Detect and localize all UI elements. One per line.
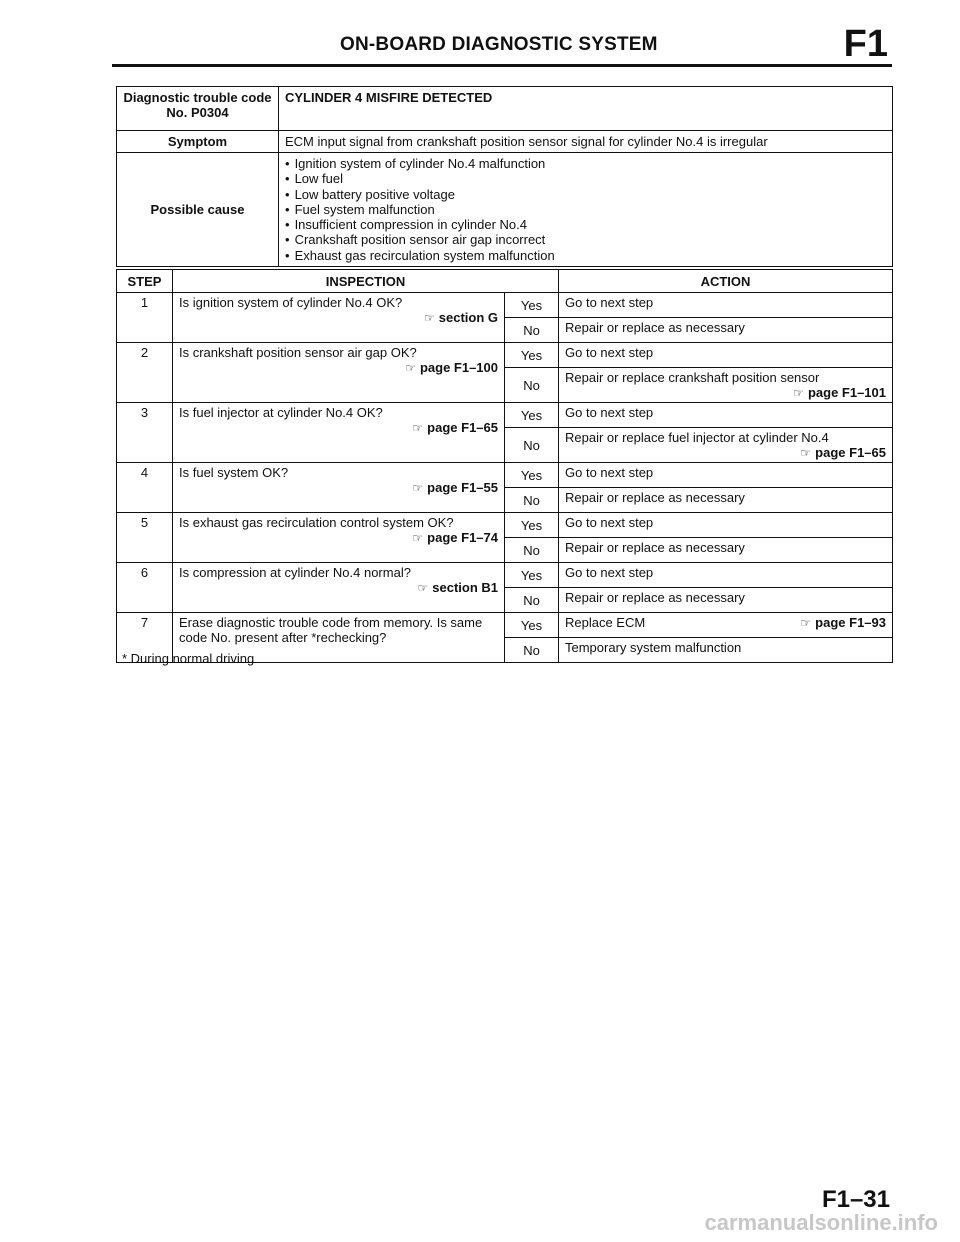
section-code: F1 — [843, 23, 888, 65]
dtc-value: CYLINDER 4 MISFIRE DETECTED — [279, 87, 893, 131]
cause-list — [285, 156, 886, 263]
pointing-hand-icon: ☞ — [412, 421, 424, 435]
step-row — [117, 513, 893, 538]
cause-item: • Low fuel — [285, 171, 886, 186]
symptom-row — [117, 131, 893, 153]
pointing-hand-icon: ☞ — [405, 361, 416, 375]
no-label: No — [505, 638, 559, 663]
yes-action: Go to next step — [565, 465, 654, 480]
no-action-cell — [559, 428, 893, 463]
cause-item: • Insufficient compression in cylinder No.4 — [285, 217, 886, 232]
step-number: 6 — [117, 563, 173, 613]
no-action: Repair or replace as necessary — [565, 540, 745, 555]
dtc-info-table — [116, 86, 893, 267]
column-action: ACTION — [559, 270, 893, 293]
yes-action-cell — [559, 343, 893, 368]
inspection-reference — [179, 480, 498, 495]
inspection-text: Is fuel system OK? — [179, 465, 289, 480]
no-label: No — [505, 428, 559, 463]
yes-label: Yes — [505, 403, 559, 428]
dtc-label: Diagnostic trouble code No. P0304 — [117, 87, 279, 131]
pointing-hand-icon: ☞ — [800, 616, 812, 630]
yes-label: Yes — [505, 563, 559, 588]
no-action-cell — [559, 488, 893, 513]
inspection-text: Is compression at cylinder No.4 normal? — [179, 565, 411, 580]
yes-action: Replace ECM — [565, 615, 646, 630]
no-action-reference — [565, 445, 886, 460]
inspection-reference — [179, 530, 498, 545]
page-reference: section G — [438, 310, 498, 325]
step-number: 3 — [117, 403, 173, 463]
page-reference: section B1 — [432, 580, 498, 595]
column-header-row — [117, 270, 893, 293]
page-reference: page F1–93 — [815, 615, 886, 630]
no-action: Repair or replace fuel injector at cylinder No.4 — [565, 430, 829, 445]
no-action: Repair or replace as necessary — [565, 320, 745, 335]
pointing-hand-icon: ☞ — [417, 581, 429, 595]
no-action-cell — [559, 368, 893, 403]
page-title: ON-BOARD DIAGNOSTIC SYSTEM — [340, 34, 658, 55]
pointing-hand-icon: ☞ — [423, 311, 435, 325]
cause-row — [117, 153, 893, 267]
no-action-cell — [559, 538, 893, 563]
step-row — [117, 613, 893, 638]
page-reference: page F1–65 — [815, 445, 886, 460]
inspection-text: Is fuel injector at cylinder No.4 OK? — [179, 405, 383, 420]
page-reference: page F1–55 — [427, 480, 498, 495]
column-inspection: INSPECTION — [173, 270, 559, 293]
inspection-cell — [173, 343, 505, 403]
yes-label: Yes — [505, 293, 559, 318]
cause-item: • Crankshaft position sensor air gap incorrect — [285, 232, 886, 247]
step-row — [117, 293, 893, 318]
inspection-text: Is crankshaft position sensor air gap OK? — [179, 345, 417, 360]
no-action-cell — [559, 638, 893, 663]
inspection-cell — [173, 403, 505, 463]
yes-action-cell — [559, 613, 893, 638]
step-row — [117, 343, 893, 368]
step-number: 7 — [117, 613, 173, 663]
yes-action-cell — [559, 463, 893, 488]
no-action: Repair or replace crankshaft position sensor — [565, 370, 820, 385]
step-row — [117, 463, 893, 488]
inspection-cell — [173, 513, 505, 563]
pointing-hand-icon: ☞ — [412, 531, 424, 545]
no-action-cell — [559, 318, 893, 343]
inspection-text: Is exhaust gas recirculation control system OK? — [179, 515, 454, 530]
yes-label: Yes — [505, 513, 559, 538]
cause-item: • Low battery positive voltage — [285, 187, 886, 202]
cause-label: Possible cause — [117, 153, 279, 267]
symptom-label: Symptom — [117, 131, 279, 153]
no-label: No — [505, 588, 559, 613]
step-number: 2 — [117, 343, 173, 403]
watermark: carmanualsonline.info — [704, 1210, 938, 1235]
no-label: No — [505, 318, 559, 343]
page-reference: page F1–65 — [427, 420, 498, 435]
inspection-reference — [179, 420, 498, 435]
inspection-cell — [173, 563, 505, 613]
yes-action-cell — [559, 293, 893, 318]
footnote: * During normal driving — [122, 651, 255, 666]
page-header — [112, 23, 892, 67]
inspection-cell — [173, 293, 505, 343]
no-action-reference — [565, 385, 886, 400]
no-action-cell — [559, 588, 893, 613]
dtc-row — [117, 87, 893, 131]
no-label: No — [505, 368, 559, 403]
yes-action: Go to next step — [565, 405, 654, 420]
no-action: Repair or replace as necessary — [565, 590, 745, 605]
inspection-text: Erase diagnostic trouble code from memory. Is same code No. present after *rechecking? — [179, 615, 483, 645]
no-action: Temporary system malfunction — [565, 640, 742, 655]
step-number: 1 — [117, 293, 173, 343]
page-reference: page F1–100 — [419, 360, 498, 375]
page-number: F1–31 — [821, 1186, 890, 1213]
yes-label: Yes — [505, 613, 559, 638]
yes-action: Go to next step — [565, 565, 654, 580]
yes-label: Yes — [505, 463, 559, 488]
step-number: 5 — [117, 513, 173, 563]
yes-action: Go to next step — [565, 345, 654, 360]
column-step: STEP — [117, 270, 173, 293]
symptom-value: ECM input signal from crankshaft position sensor signal for cylinder No.4 is irregular — [279, 131, 893, 153]
page-reference: page F1–101 — [807, 385, 886, 400]
yes-action-reference — [800, 615, 886, 630]
yes-action: Go to next step — [565, 295, 654, 310]
no-label: No — [505, 538, 559, 563]
step-row — [117, 563, 893, 588]
yes-action-cell — [559, 403, 893, 428]
yes-action-cell — [559, 513, 893, 538]
yes-action-cell — [559, 563, 893, 588]
inspection-text: Is ignition system of cylinder No.4 OK? — [179, 295, 403, 310]
cause-item: • Exhaust gas recirculation system malfunction — [285, 248, 886, 263]
inspection-reference — [179, 580, 498, 595]
yes-action: Go to next step — [565, 515, 654, 530]
step-number: 4 — [117, 463, 173, 513]
page-reference: page F1–74 — [427, 530, 498, 545]
cause-item: • Fuel system malfunction — [285, 202, 886, 217]
pointing-hand-icon: ☞ — [800, 446, 812, 460]
no-label: No — [505, 488, 559, 513]
step-row — [117, 403, 893, 428]
inspection-reference — [179, 360, 498, 375]
yes-label: Yes — [505, 343, 559, 368]
inspection-table — [116, 269, 893, 663]
inspection-reference — [179, 310, 498, 325]
pointing-hand-icon: ☞ — [793, 386, 804, 400]
no-action: Repair or replace as necessary — [565, 490, 745, 505]
pointing-hand-icon: ☞ — [412, 481, 424, 495]
inspection-cell — [173, 463, 505, 513]
cause-item: • Ignition system of cylinder No.4 malfunction — [285, 156, 886, 171]
